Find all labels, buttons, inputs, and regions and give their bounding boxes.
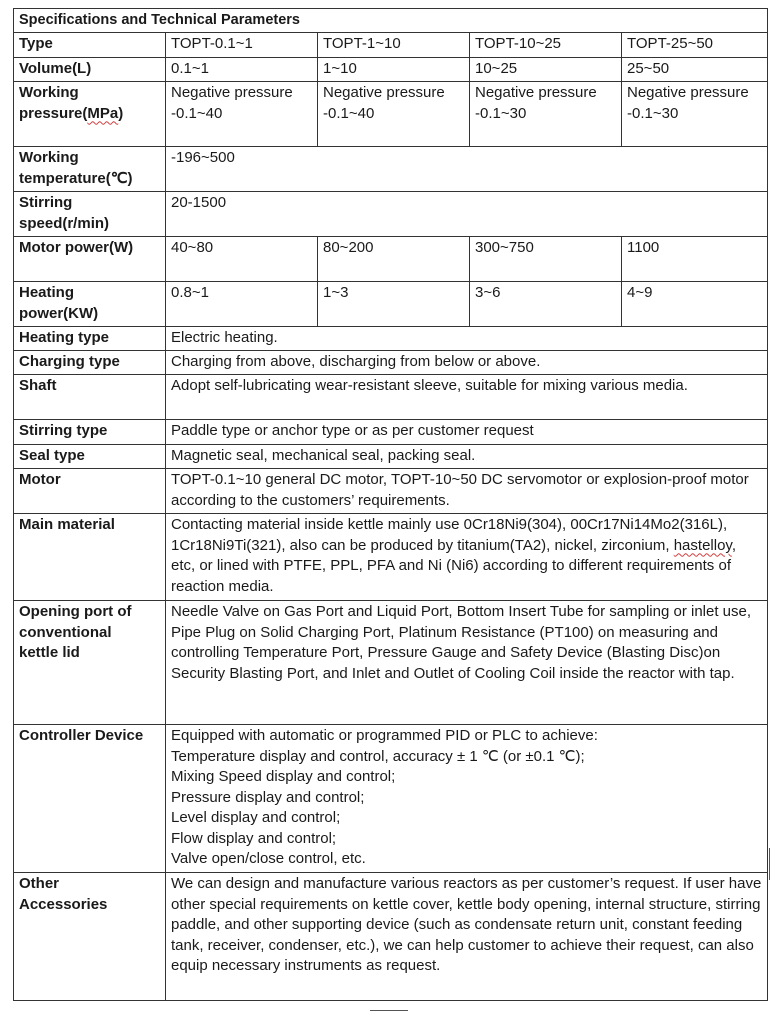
heating-power-value-4: 4~9 bbox=[622, 282, 768, 327]
mpa-unit: MPa bbox=[87, 104, 119, 122]
margin-mark bbox=[769, 848, 770, 880]
controller-line-2: Temperature display and control, accuracy ± 1 ℃ (or ±0.1 ℃); bbox=[171, 747, 585, 765]
controller-line-6: Flow display and control; bbox=[171, 829, 337, 847]
working-temperature-label-line1: Working bbox=[19, 149, 79, 166]
shaft-row bbox=[14, 375, 768, 420]
stirring-speed-label-line1: Stirring bbox=[19, 194, 73, 211]
hastelloy-word: hastelloy bbox=[673, 536, 732, 554]
type-value-2: TOPT-1~10 bbox=[318, 33, 470, 58]
pressure-value-3 bbox=[470, 82, 622, 147]
heating-power-value-3: 3~6 bbox=[470, 282, 622, 327]
table-title: Specifications and Technical Parameters bbox=[14, 9, 768, 33]
pressure-value-4 bbox=[622, 82, 768, 147]
working-pressure-label-line1: Working bbox=[19, 84, 79, 101]
other-accessories-value: We can design and manufacture various reactors as per customer’s request. If user have other special requirements on kettle cover, kettle body opening, internal structure, stirring paddle, and other supporting device (such as condensate return unit, constant feeding tank, receiver, condenser, etc.), we can help customer to achieve their request, can also equip necessary instruments as request. bbox=[166, 873, 768, 1001]
seal-type-label: Seal type bbox=[14, 445, 166, 469]
opening-port-label-line1: Opening port of bbox=[19, 603, 132, 620]
pressure-value-1-line1: Negative pressure bbox=[171, 84, 293, 101]
stirring-type-value: Paddle type or anchor type or as per customer request bbox=[166, 420, 768, 445]
pressure-value-4-line2: -0.1~30 bbox=[627, 104, 679, 122]
pressure-value-2-line1: Negative pressure bbox=[323, 84, 445, 101]
other-accessories-label-line2: Accessories bbox=[19, 895, 108, 913]
stirring-speed-label bbox=[14, 192, 166, 237]
heating-type-row bbox=[14, 327, 768, 351]
stirring-speed-label-line2: speed(r/min) bbox=[19, 214, 110, 232]
seal-type-value: Magnetic seal, mechanical seal, packing seal. bbox=[166, 445, 768, 469]
heating-power-label bbox=[14, 282, 166, 327]
controller-device-label: Controller Device bbox=[14, 725, 166, 873]
heating-power-label-line2: power(KW) bbox=[19, 304, 99, 322]
specifications-table bbox=[13, 8, 768, 1001]
stirring-type-label: Stirring type bbox=[14, 420, 166, 445]
pressure-label-suffix: ) bbox=[118, 104, 124, 122]
opening-port-label bbox=[14, 601, 166, 725]
working-temperature-row bbox=[14, 147, 768, 192]
motor-label: Motor bbox=[14, 469, 166, 514]
working-pressure-label bbox=[14, 82, 166, 147]
type-value-4: TOPT-25~50 bbox=[622, 33, 768, 58]
controller-line-4: Pressure display and control; bbox=[171, 788, 365, 806]
volume-value-4: 25~50 bbox=[622, 58, 768, 82]
stirring-type-row bbox=[14, 420, 768, 445]
motor-power-value-4: 1100 bbox=[622, 237, 768, 282]
heating-power-row bbox=[14, 282, 768, 327]
type-value-3: TOPT-10~25 bbox=[470, 33, 622, 58]
motor-row bbox=[14, 469, 768, 514]
working-temperature-value: -196~500 bbox=[166, 147, 768, 192]
title-row bbox=[14, 9, 768, 33]
main-material-text-2: , etc, or lined with PTFE, PPL, PFA and Ni (Ni6) according to different requirements of reaction media. bbox=[171, 536, 736, 595]
pressure-value-3-line2: -0.1~30 bbox=[475, 104, 527, 122]
heating-power-label-line1: Heating bbox=[19, 284, 75, 301]
motor-power-value-3: 300~750 bbox=[470, 237, 622, 282]
controller-line-7: Valve open/close control, etc. bbox=[171, 850, 366, 867]
controller-line-3: Mixing Speed display and control; bbox=[171, 768, 396, 785]
volume-row bbox=[14, 58, 768, 82]
volume-label: Volume(L) bbox=[14, 58, 166, 82]
volume-value-2: 1~10 bbox=[318, 58, 470, 82]
pressure-value-4-line1: Negative pressure bbox=[627, 84, 749, 101]
motor-power-row bbox=[14, 237, 768, 282]
heating-power-value-2: 1~3 bbox=[318, 282, 470, 327]
heating-power-value-1: 0.8~1 bbox=[166, 282, 318, 327]
working-pressure-row bbox=[14, 82, 768, 147]
pressure-label-prefix: pressure( bbox=[19, 104, 88, 122]
opening-port-label-line2: conventional bbox=[19, 623, 112, 641]
pressure-value-1 bbox=[166, 82, 318, 147]
main-material-row bbox=[14, 514, 768, 601]
controller-line-5: Level display and control; bbox=[171, 809, 341, 826]
stirring-speed-value: 20-1500 bbox=[166, 192, 768, 237]
working-pressure-label-line2 bbox=[19, 104, 160, 125]
shaft-label: Shaft bbox=[14, 375, 166, 420]
type-value-1: TOPT-0.1~1 bbox=[166, 33, 318, 58]
main-material-value bbox=[166, 514, 768, 601]
other-accessories-row bbox=[14, 873, 768, 1001]
opening-port-row bbox=[14, 601, 768, 725]
motor-value: TOPT-0.1~10 general DC motor, TOPT-10~50 DC servomotor or explosion-proof motor according to the customers’ requirements. bbox=[166, 469, 768, 514]
other-accessories-label-line1: Other bbox=[19, 875, 60, 892]
page-footer-mark bbox=[370, 1010, 408, 1011]
controller-device-row bbox=[14, 725, 768, 873]
pressure-value-1-line2: -0.1~40 bbox=[171, 104, 223, 122]
charging-type-row bbox=[14, 351, 768, 375]
charging-type-value: Charging from above, discharging from below or above. bbox=[166, 351, 768, 375]
charging-type-label: Charging type bbox=[14, 351, 166, 375]
motor-power-label: Motor power(W) bbox=[14, 237, 166, 282]
main-material-label: Main material bbox=[14, 514, 166, 601]
pressure-value-3-line1: Negative pressure bbox=[475, 84, 597, 101]
main-material-text-1: Contacting material inside kettle mainly use 0Cr18Ni9(304), 00Cr17Ni14Mo2(316L), 1Cr18Ni9Ti(321), also can be produced by titanium(TA2), nickel, zirconium, bbox=[171, 516, 728, 554]
motor-power-value-1: 40~80 bbox=[166, 237, 318, 282]
pressure-value-2 bbox=[318, 82, 470, 147]
opening-port-label-line3: kettle lid bbox=[19, 644, 80, 661]
stirring-speed-row bbox=[14, 192, 768, 237]
controller-device-value bbox=[166, 725, 768, 873]
seal-type-row bbox=[14, 445, 768, 469]
heating-type-value: Electric heating. bbox=[166, 327, 768, 351]
volume-value-3: 10~25 bbox=[470, 58, 622, 82]
motor-power-value-2: 80~200 bbox=[318, 237, 470, 282]
type-row bbox=[14, 33, 768, 58]
shaft-value: Adopt self-lubricating wear-resistant sleeve, suitable for mixing various media. bbox=[166, 375, 768, 420]
working-temperature-label-line2: temperature(℃) bbox=[19, 169, 133, 187]
other-accessories-label bbox=[14, 873, 166, 1001]
opening-port-value: Needle Valve on Gas Port and Liquid Port, Bottom Insert Tube for sampling or inlet use, Pipe Plug on Solid Charging Port, Platinum Resistance (PT100) on measuring and controlling Temperature Port, Pressure Gauge and Safety Device (Blasting Disc)on Security Blasting Port, and Inlet and Outlet of Cooling Coil inside the reactor with tap. bbox=[166, 601, 768, 725]
heating-type-label: Heating type bbox=[14, 327, 166, 351]
type-label: Type bbox=[14, 33, 166, 58]
controller-line-1: Equipped with automatic or programmed PID or PLC to achieve: bbox=[171, 727, 598, 744]
volume-value-1: 0.1~1 bbox=[166, 58, 318, 82]
working-temperature-label bbox=[14, 147, 166, 192]
pressure-value-2-line2: -0.1~40 bbox=[323, 104, 375, 122]
